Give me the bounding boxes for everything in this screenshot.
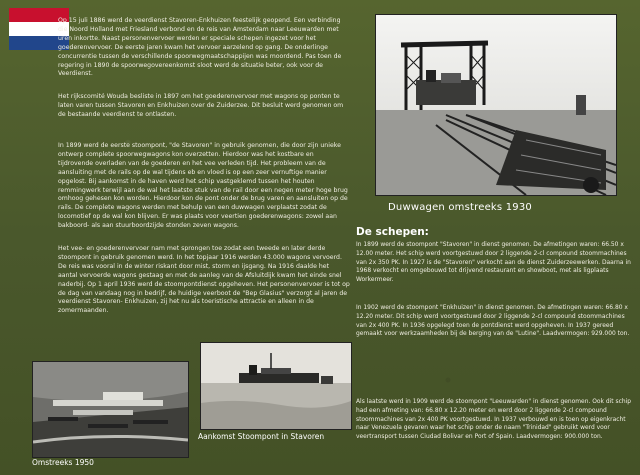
intro-paragraph-1: Op 15 juli 1886 werd de veerdienst Stavoren-Enkhuizen feestelijk geopend. Een verbinding die Noord Holland met Friesland verbond en de reis van Amsterdam naar Leeuwarden met uren inkortte. Naast personenvervoer werden er speciale schepen ingezet voor het goederenvervoer. De eerste jaren kwam het vervoer aarzelend op gang. De onderlinge concurrentie tussen de verschillende spoorwegmaatschappijen was moordend. Pas toen de regering in 1890 de spoorwegovereenkomst sloot werd de situatie beter, ook voor de Veerdienst. [58,17,342,78]
aerial-photo-1950 [32,361,189,458]
stoompont-photo [200,342,352,430]
duwwagen-photo [375,14,617,196]
schip-enkhuizen-text: In 1902 werd de stoompont "Enkhuizen" in dienst genomen. De afmetingen waren: 66.80 x 12.20 meter. Dit schip werd voortgestuwd door 2 liggende 2-cl compound stoommachines van 2x 400 PK. In 1936 opgelegd toen de pontdienst werd opgeheven. In 1937 gereed gemaakt voor werkzaamheden bij de berging van de "Lutine". Laadvermogen: 929.000 ton. [356,304,630,338]
schepen-heading: De schepen: [356,226,429,238]
schip-stavoren-text: In 1899 werd de stoompont "Stavoren" in dienst genomen. De afmetingen waren: 66.50 x 12.00 meter. Het schip werd voortgestuwd door 2 liggende 2-cl compound stoommachines van 2x 350 PK. In 1927 is de "Stavoren" verkocht aan de dienst Zuiderzeewerken. Daarna in 1968 verkocht en omgebouwd tot drijvend restaurant en showboot, met als ligplaats Workermeer. [356,241,631,284]
intro-paragraph-4: Het vee- en goederenvervoer nam met sprongen toe zodat een tweede en later derde stoompont in gebruik genomen werd. In het topjaar 1916 werden 43.000 wagons vervoerd. De reis was vooral in de winter riskant door mist, storm en ijsgang. Na 1916 daalde het aantal vervoerde wagons gestaag en met de aanleg van de Afsluitdijk kwam het einde snel naderbij. Op 1 april 1936 werd de stoompontdienst opgeheven. Het personenvervoer is tot op de dag van vandaag nog in bedrijf, de huidige veerboot de "Bep Glasius" verzorgt al jaren de veerdienst Stavoren- Enkhuizen, zij het nu als toeristische attractie en alleen in de zomermaanden. [58,245,350,315]
intro-paragraph-2: Het rijkscomité Wouda besliste in 1897 om het goederenvervoer met wagons op ponten te laten varen tussen Stavoren en Enkhuizen over de Zuiderzee. Dit besluit werd genomen om de bestaande veerdienst te ontlasten. [58,93,344,118]
schip-leeuwarden-text: Als laatste werd in 1909 werd de stoompont "Leeuwarden" in dienst genomen. Ook dit schip had een afmeting van: 66.80 x 12.20 meter en werd door 2 liggende 2-cl compound stoommachines van 2x 400 PK voortgestuwd. In 1937 verbouwd en is toen op eigenkracht naar Venezuela gevaren waar het schip onder de naam "Trinidad" gebruikt werd voor veertransport tussen Ciudad Bolivar en Port of Spain. Laadvermogen: 900.000 ton. [356,398,632,441]
duwwagen-caption: Duwwagen omstreeks 1930 [388,202,532,213]
intro-paragraph-3: In 1899 werd de eerste stoompont, "de Stavoren" in gebruik genomen, die door zijn unieke ontwerp complete spoorwegwagons kon overzetten. Hierdoor was het kostbare en tijdrovende overladen van de goederen en het vee verleden tijd. Het probleem van de aansluiting met de rails op de wal tijdens eb en vloed is op een zeer vernuftige manier opgelost. Bij aankomst in de haven werd het schip vastgeklemd tussen het houten remmingwerk terwijl aan de wal het laatste stuk van de rail door een negen meter hoge brug omhoog gehesen kon worden. Hierdoor kon de pont onder de brug varen en aansluiten op de rails. De complete wagons werden met behulp van een duwwagen verplaatst zodat de locomotief op de wal kon blijven. Er was plaats voor veertien goederenwagons: zowel aan bakboord- als aan stuurboordzijde stonden zeven wagons. [58,142,348,230]
stoompont-caption: Aankomst Stoompont in Stavoren [198,432,325,441]
aerial-caption: Omstreeks 1950 [32,458,94,467]
